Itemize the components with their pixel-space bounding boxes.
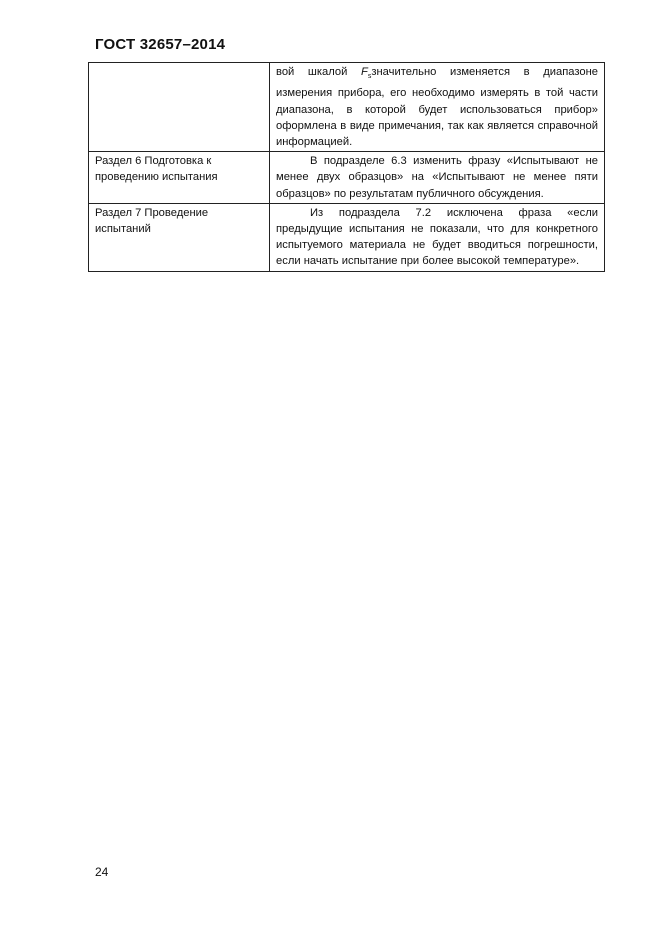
change-text: В подразделе 6.3 изменить фразу «Испытывают не менее двух образцов» на «Испытывают не менее пяти образцов» по результатам публичного обсуждения. (276, 155, 598, 200)
table-row (89, 152, 605, 204)
change-description-cell (270, 203, 605, 271)
change-text: вой шкалой (276, 66, 362, 78)
section-cell (89, 63, 270, 152)
symbol-f: F (361, 66, 368, 78)
table-row (89, 63, 605, 152)
page-number: 24 (95, 865, 109, 879)
change-description-cell (270, 63, 605, 152)
table-row (89, 203, 605, 271)
comparison-table (88, 62, 605, 272)
section-cell: Раздел 7 Проведение испытаний (89, 203, 270, 271)
symbol-fs (361, 66, 372, 81)
change-description-cell (270, 152, 605, 204)
change-text: Из подраздела 7.2 исключена фраза «если предыдущие испытания не показали, что для конкретного испытуемого материала не будет вводиться погрешности, если начать испытание при более высокой температуре». (276, 206, 598, 268)
document-header: ГОСТ 32657–2014 (95, 36, 226, 53)
section-cell: Раздел 6 Подготовка к проведению испытания (89, 152, 270, 204)
symbol-subscript: s (367, 73, 372, 81)
change-text: значительно изменяется в диапазоне измерения прибора, его необходимо измерять в той части диапазона, в которой будет использоваться прибор» оформлена в виде примечания, так как является справочной информацией. (276, 66, 599, 149)
